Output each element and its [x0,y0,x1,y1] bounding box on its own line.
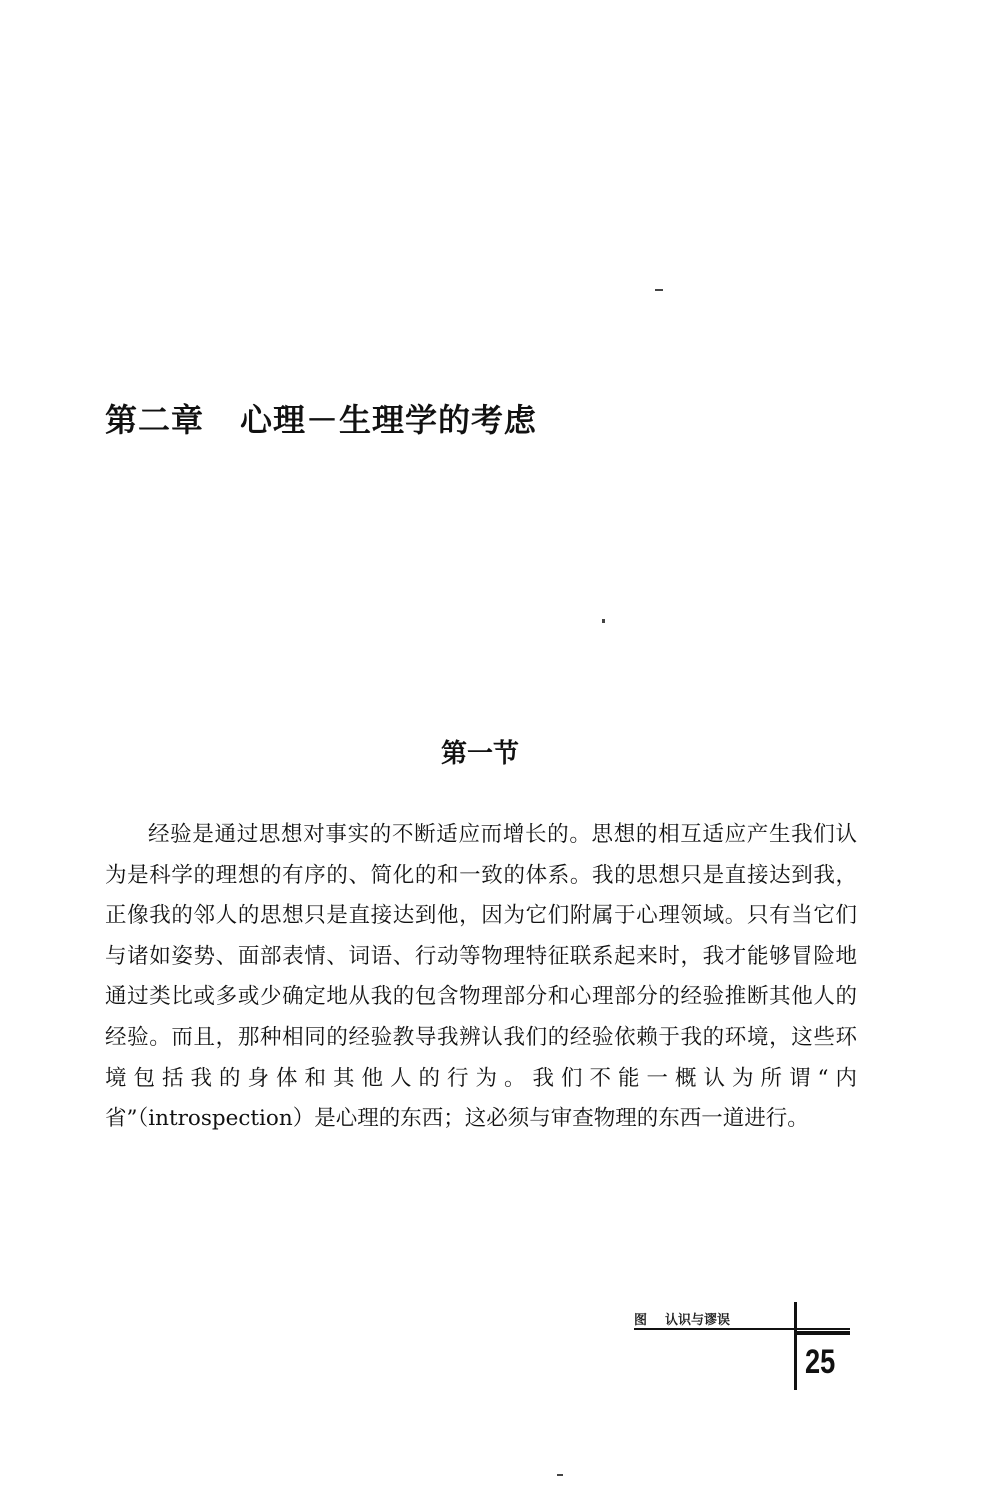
chapter-heading [105,395,537,441]
page-number: 25 [805,1343,836,1381]
chapter-number: 第二章 [105,401,205,439]
series-mark: 图 [634,1313,648,1328]
footer-rule-thick [797,1331,850,1335]
footer-vertical-rule [794,1302,797,1390]
series-title: 认识与谬误 [665,1313,731,1328]
scan-speck [655,289,663,291]
section-title: 第一节 [440,739,519,769]
body-paragraph: 经验是通过思想对事实的不断适应而增长的。思想的相互适应产生我们认为是科学的理想的有序的、简化的和一致的体系。我的思想只是直接达到我，正像我的邻人的思想只是直接达到他，因为它们附属于心理领域。只有当它们与诸如姿势、面部表情、词语、行动等物理特征联系起来时，我才能够冒险地通过类比或多或少确定地从我的包含物理部分和心理部分的经验推断其他人的经验。而且，那种相同的经验教导我辨认我们的经验依赖于我的环境，这些环境包括我的身体和其他人的行为。我们不能一概认为所谓“内省”（introspection）是心理的东西；这必须与审查物理的东西一道进行。 [105,822,857,1132]
chapter-title: 心理－生理学的考虑 [240,401,538,439]
scan-speck [557,1474,563,1476]
running-footer [634,1309,794,1328]
section-heading [0,733,998,770]
scan-speck [602,619,605,623]
footer-rule [634,1328,850,1330]
